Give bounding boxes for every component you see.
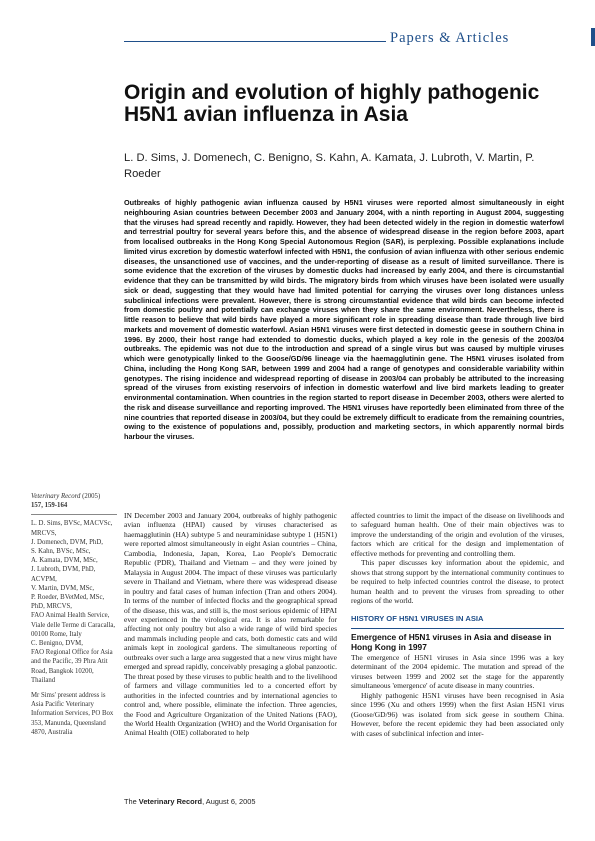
body-paragraph: affected countries to limit the impact of the disease on livelihoods and to safeguard human health. One of their main objectives was to improve the understanding of the origin and evolution of the viruses, factors which are critical for the design and implementation of effective methods for preventing and controlling them.: [351, 511, 564, 558]
footer-date: , August 6, 2005: [202, 797, 256, 806]
abstract: Outbreaks of highly pathogenic avian influenza caused by H5N1 viruses were reported almost simultaneously in eight neighbouring Asian countries between December 2003 and January 2004, with a ninth reporting in August 2004, suggesting that the viruses had spread recently and rapidly. However, they had been detected widely in the region in domestic waterfowl and terrestrial poultry for several years before this, and the absence of widespread disease in the region before 2003, apart from localised outbreaks in the Hong Kong Special Autonomous Region (SAR), is perplexing. Possible explanations include limited virus excretion by domestic waterfowl infected with H5N1, the confusion of avian influenza with other serious endemic diseases, the unsanctioned use of vaccines, and the under-reporting of disease as a result of limited surveillance. There is some evidence that the excretion of the viruses by domestic ducks had increased by early 2004, and there is circumstantial evidence that they can be transmitted by wild birds. The migratory birds from which viruses have been isolated were usually sick or dead, suggesting that they would have had limited potential for carrying the viruses over long distances unless subclinical infections were prevalent. However, there is strong circumstantial evidence that wild birds can become infected from domestic poultry and potentially can exchange viruses when they share the same environment. Nevertheless, there is little reason to believe that wild birds have played a more significant role in spreading disease than trade through live bird markets and movement of domestic waterfowl. Asian H5N1 viruses were first detected in domestic geese in southern China in 1996. By 2000, their host range had extended to domestic ducks, which played a key role in the genesis of the 2003/04 outbreaks. The epidemic was not due to the introduction and spread of a single virus but was caused by multiple viruses which were genotypically linked to the Goose/GD/96 lineage via the haemagglutinin gene. The H5N1 viruses isolated from China, including the Hong Kong SAR, between 1999 and 2004 had a range of genotypes and considerable variability within genotypes. The rising incidence and widespread reporting of disease in 2003/04 can probably be attributed to the increasing spread of the viruses from existing reservoirs of infection in domestic waterfowl and live bird markets leading to greater environmental contamination. When countries in the region started to report disease in December 2003, others were alerted to the risk and disease surveillance and reporting improved. The H5N1 viruses have reportedly been eliminated from three of the nine countries that reported disease in 2003/04, but they could be extremely difficult to eradicate from the remaining countries, owing to the existence of populations and, possibly, production and marketing sectors, in which apparently normal birds harbour the viruses.: [124, 198, 564, 441]
body-column-2-continued: [351, 653, 564, 738]
body-paragraph: IN December 2003 and January 2004, outbreaks of highly pathogenic avian influenza (HPAI) caused by viruses characterised as haemagglutinin (HA) subtype 5 and neuraminidase subtype 1 (H5N1) were reported almost simultaneously in eight Asian countries – China, Cambodia, Indonesia, Japan, Korea, Lao People's Democratic Republic (PDR), Thailand and Vietnam – and they were joined by Malaysia in August 2004. The impact of these viruses was particularly severe in Thailand and Vietnam, where there was widespread disease in poultry and fatal cases of human infection (Tran and others 2004). In terms of the number of infected flocks and the geographical spread of the disease, this was, and still is, the most serious epidemic of HPAI ever experienced in the virological era. It is also remarkable for affecting not only poultry but also a wide range of wild bird species and mammals including people and cats, both domestic cats and wild animals kept in zoological gardens. The simultaneous reporting of outbreaks over such a large area suggested that a new virus might have emerged and spread rapidly, conceivably presaging a global panzootic. The threat posed by these viruses to public health and to the livelihood of farmers and village communities led to a concerted effort by authorities in the infected countries and by international agencies to control and, where possible, eliminate the infection. Three agencies, the Food and Agriculture Organization of the United Nations (FAO), the World Health Organization (WHO) and the World Organisation for Animal Health (OIE) collaborated to help: [124, 511, 337, 738]
sidebar: [31, 492, 117, 737]
body-paragraph: The emergence of H5N1 viruses in Asia since 1996 was a key determinant of the 2004 epidemic. The mutation and spread of the viruses between 1999 and 2002 set the stage for the apparently simultaneous 'emergence' of acute disease in many countries.: [351, 653, 564, 691]
body-paragraph: This paper discusses key information about the epidemic, and shows that strong support by the international community continues to be required to help infected countries control the disease, to protect human health and to prevent the viruses from spreading to other regions of the world.: [351, 558, 564, 606]
sidebar-rule: [31, 514, 117, 515]
affiliation-line: J. Lubroth, DVM, PhD, ACVPM,: [31, 566, 96, 583]
affiliation-line: P. Roeder, BVetMed, MSc, PhD, MRCVS,: [31, 594, 105, 611]
article-title: Origin and evolution of highly pathogenic H5N1 avian influenza in Asia: [124, 81, 540, 126]
affiliation-line: C. Benigno, DVM,: [31, 640, 83, 648]
header-rule: [124, 41, 386, 42]
body-column-2: [351, 511, 564, 606]
header-tab-marker: [591, 28, 595, 46]
address-note: Mr Sims' present address is Asia Pacific Veterinary Information Services, PO Box 353, Manunda, Queensland 4870, Australia: [31, 692, 114, 736]
footer-prefix: The: [124, 797, 139, 806]
affiliation-line: J. Domenech, DVM, PhD,: [31, 538, 103, 546]
affiliation-line: L. D. Sims, BVSc, MACVSc, MRCVS,: [31, 520, 113, 537]
subsection-heading: Emergence of H5N1 viruses in Asia and disease in Hong Kong in 1997: [351, 632, 552, 652]
body-column-1: [124, 511, 337, 738]
citation: [31, 492, 117, 510]
footer-journal: Veterinary Record: [138, 797, 203, 806]
affiliation-line: A. Kamata, DVM, MSc,: [31, 557, 98, 565]
citation-year: (2005): [80, 493, 101, 500]
affiliation-line: S. Kahn, BVSc, MSc,: [31, 548, 91, 556]
page-footer: [124, 797, 424, 806]
author-list: L. D. Sims, J. Domenech, C. Benigno, S. Kahn, A. Kamata, J. Lubroth, V. Martin, P. Roeder: [124, 152, 535, 180]
affiliation-line: FAO Regional Office for Asia and the Pacific, 39 Phra Atit Road, Bangkok 10200, Thailand: [31, 649, 113, 684]
body-paragraph: Highly pathogenic H5N1 viruses have been recognised in Asia since 1996 (Xu and others 1999) when the first Asian H5N1 virus (Goose/GD/96) was isolated from sick geese in southern China. However, before the recent epidemic they had been associated only with cases of subclinical infection and inter-: [351, 690, 564, 738]
affiliation-line: V. Martin, DVM, MSc,: [31, 584, 95, 592]
section-label: Papers & Articles: [390, 30, 510, 46]
affiliation-line: FAO Animal Health Service, Viale delle Terme di Caracalla, 00100 Rome, Italy: [31, 612, 116, 638]
section-heading: HISTORY OF H5N1 VIRUSES IN ASIA: [351, 614, 564, 629]
citation-volume: 157, 159-164: [31, 502, 68, 510]
citation-journal: Veterinary Record: [31, 493, 81, 500]
